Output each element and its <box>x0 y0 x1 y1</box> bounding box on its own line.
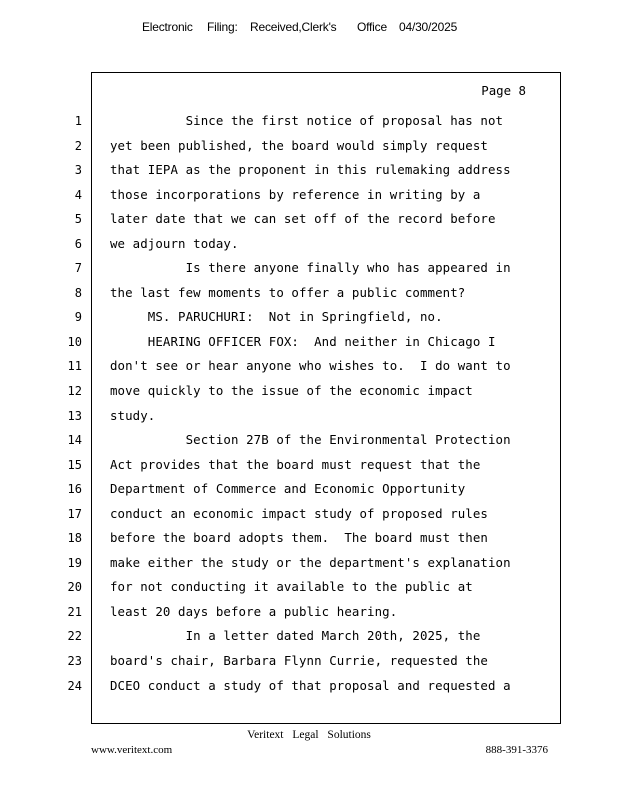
line-number: 15 <box>67 457 82 472</box>
line-number: 5 <box>74 212 82 227</box>
page-number: Page 8 <box>481 83 526 98</box>
header-filing: Filing: <box>207 20 238 34</box>
transcript-line: Since the first notice of proposal has not <box>110 113 504 128</box>
line-number-column <box>60 111 82 700</box>
transcript-line: those incorporations by reference in writing by a <box>110 186 481 202</box>
line-number: 20 <box>67 580 82 595</box>
transcript-line: MS. PARUCHURI: Not in Springfield, no. <box>110 309 443 325</box>
line-number: 16 <box>67 482 82 497</box>
transcript-line: DCEO conduct a study of that proposal and requested a <box>110 677 511 693</box>
line-number: 18 <box>67 531 82 546</box>
transcript-line: least 20 days before a public hearing. <box>110 603 398 619</box>
transcript-line: study. <box>110 407 156 423</box>
line-number: 14 <box>67 433 82 448</box>
header-received: Received,Clerk's <box>250 20 337 34</box>
transcript-line: Department of Commerce and Economic Opportunity <box>110 481 466 497</box>
line-number: 4 <box>74 187 82 202</box>
transcript-line: don't see or hear anyone who wishes to. I do want to <box>110 358 511 374</box>
line-number: 8 <box>74 285 82 300</box>
line-number: 11 <box>67 359 82 374</box>
line-number: 7 <box>74 261 82 276</box>
transcript-line: In a letter dated March 20th, 2025, the <box>110 628 481 644</box>
transcript-line: Section 27B of the Environmental Protection <box>110 432 511 448</box>
transcript-line: we adjourn today. <box>110 235 239 251</box>
transcript-line: for not conducting it available to the public at <box>110 579 473 595</box>
header-date: 04/30/2025 <box>399 20 458 34</box>
transcript-line: Is there anyone finally who has appeared in <box>110 260 511 276</box>
line-number: 13 <box>67 408 82 423</box>
header-office: Office <box>357 20 387 34</box>
transcript-line: that IEPA as the proponent in this rulemaking address <box>110 162 511 178</box>
footer-company: Veritext Legal Solutions <box>247 729 371 741</box>
transcript-line: move quickly to the issue of the economic impact <box>110 383 473 399</box>
transcript-line: yet been published, the board would simply request <box>110 137 488 153</box>
line-number: 6 <box>74 236 82 251</box>
line-number: 21 <box>67 604 82 619</box>
footer-website: www.veritext.com <box>91 744 173 756</box>
line-number: 10 <box>67 334 82 349</box>
filing-stamp-header <box>0 20 618 38</box>
transcript-line: before the board adopts them. The board must then <box>110 530 488 546</box>
line-number: 1 <box>74 114 82 128</box>
line-number: 9 <box>74 310 82 325</box>
line-number: 22 <box>67 629 82 644</box>
transcript-line: board's chair, Barbara Flynn Currie, requested the <box>110 653 488 669</box>
line-number: 17 <box>67 506 82 521</box>
line-number: 12 <box>67 384 82 399</box>
transcript-line: conduct an economic impact study of proposed rules <box>110 505 488 521</box>
transcript-line: later date that we can set off of the record before <box>110 211 496 227</box>
header-electronic: Electronic <box>142 20 193 34</box>
line-number: 24 <box>67 678 82 693</box>
line-number: 3 <box>74 163 82 178</box>
line-number: 2 <box>74 138 82 153</box>
transcript-line: make either the study or the department's explanation <box>110 554 511 570</box>
transcript-text <box>110 111 555 700</box>
transcript-line: Act provides that the board must request that the <box>110 456 481 472</box>
transcript-line: HEARING OFFICER FOX: And neither in Chicago I <box>110 333 496 349</box>
transcript-line: the last few moments to offer a public comment? <box>110 284 466 300</box>
footer-phone: 888-391-3376 <box>485 744 548 756</box>
line-number: 19 <box>67 555 82 570</box>
line-number: 23 <box>67 654 82 669</box>
